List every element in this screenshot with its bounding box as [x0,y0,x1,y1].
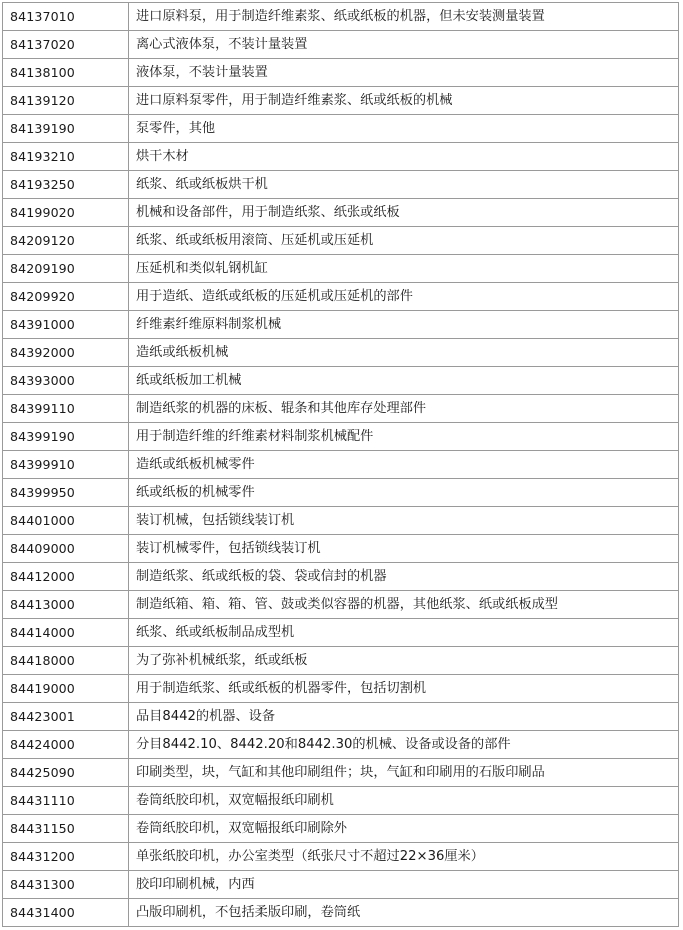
description-cell: 为了弥补机械纸浆，纸或纸板 [129,647,679,675]
hs-code-cell: 84139120 [3,87,129,115]
hs-code-cell: 84392000 [3,339,129,367]
description-cell: 品目8442的机器、设备 [129,703,679,731]
hs-code-cell: 84209190 [3,255,129,283]
hs-code-cell: 84393000 [3,367,129,395]
description-cell: 纸或纸板的机械零件 [129,479,679,507]
table-row [3,787,679,815]
hs-code-cell: 84138100 [3,59,129,87]
hs-code-cell: 84425090 [3,759,129,787]
table-row [3,87,679,115]
hs-code-cell: 84399950 [3,479,129,507]
description-cell: 装订机械零件，包括锁线装订机 [129,535,679,563]
hs-code-cell: 84418000 [3,647,129,675]
table-row [3,3,679,31]
hs-code-cell: 84431400 [3,899,129,927]
table-row [3,31,679,59]
hs-code-cell: 84139190 [3,115,129,143]
table-row [3,199,679,227]
hs-code-cell: 84193210 [3,143,129,171]
description-cell: 纸浆、纸或纸板烘干机 [129,171,679,199]
table-row [3,59,679,87]
description-cell: 烘干木材 [129,143,679,171]
table-row [3,563,679,591]
hs-code-cell: 84391000 [3,311,129,339]
description-cell: 制造纸浆、纸或纸板的袋、袋或信封的机器 [129,563,679,591]
description-cell: 造纸或纸板机械 [129,339,679,367]
description-cell: 印刷类型，块，气缸和其他印刷组件；块，气缸和印刷用的石版印刷品 [129,759,679,787]
description-cell: 胶印印刷机械，内西 [129,871,679,899]
description-cell: 纤维素纤维原料制浆机械 [129,311,679,339]
table-row [3,871,679,899]
table-row [3,703,679,731]
description-cell: 装订机械，包括锁线装订机 [129,507,679,535]
description-cell: 单张纸胶印机，办公室类型（纸张尺寸不超过22×36厘米） [129,843,679,871]
hs-code-cell: 84209120 [3,227,129,255]
table-row [3,619,679,647]
description-cell: 压延机和类似轧钢机缸 [129,255,679,283]
description-cell: 用于制造纤维的纤维素材料制浆机械配件 [129,423,679,451]
hs-code-cell: 84137010 [3,3,129,31]
hs-code-cell: 84401000 [3,507,129,535]
hs-code-cell: 84431200 [3,843,129,871]
table-row [3,815,679,843]
hs-code-cell: 84414000 [3,619,129,647]
hs-code-cell: 84399910 [3,451,129,479]
description-cell: 离心式液体泵，不装计量装置 [129,31,679,59]
table-row [3,759,679,787]
table-row [3,339,679,367]
description-cell: 液体泵，不装计量装置 [129,59,679,87]
hs-code-cell: 84399110 [3,395,129,423]
table-row [3,535,679,563]
hs-code-cell: 84409000 [3,535,129,563]
table-row [3,143,679,171]
hs-code-cell: 84431150 [3,815,129,843]
hs-code-cell: 84399190 [3,423,129,451]
description-cell: 纸浆、纸或纸板用滚筒、压延机或压延机 [129,227,679,255]
hs-code-cell: 84199020 [3,199,129,227]
table-row [3,255,679,283]
table-row [3,479,679,507]
description-cell: 造纸或纸板机械零件 [129,451,679,479]
table-row [3,171,679,199]
table-row [3,311,679,339]
table-row [3,899,679,927]
description-cell: 进口原料泵，用于制造纤维素浆、纸或纸板的机器，但未安装测量装置 [129,3,679,31]
description-cell: 纸浆、纸或纸板制品成型机 [129,619,679,647]
description-cell: 卷筒纸胶印机，双宽幅报纸印刷除外 [129,815,679,843]
hs-code-cell: 84431300 [3,871,129,899]
table-row [3,367,679,395]
description-cell: 纸或纸板加工机械 [129,367,679,395]
description-cell: 卷筒纸胶印机，双宽幅报纸印刷机 [129,787,679,815]
description-cell: 制造纸箱、箱、箱、管、鼓或类似容器的机器，其他纸浆、纸或纸板成型 [129,591,679,619]
table-row [3,843,679,871]
description-cell: 进口原料泵零件，用于制造纤维素浆、纸或纸板的机械 [129,87,679,115]
hs-code-cell: 84413000 [3,591,129,619]
hs-code-cell: 84424000 [3,731,129,759]
hs-code-cell: 84193250 [3,171,129,199]
hs-code-cell: 84423001 [3,703,129,731]
description-cell: 用于造纸、造纸或纸板的压延机或压延机的部件 [129,283,679,311]
table-row [3,227,679,255]
table-row [3,675,679,703]
table-body [3,3,679,927]
table-row [3,283,679,311]
description-cell: 用于制造纸浆、纸或纸板的机器零件，包括切割机 [129,675,679,703]
table-row [3,647,679,675]
description-cell: 机械和设备部件，用于制造纸浆、纸张或纸板 [129,199,679,227]
hs-code-cell: 84137020 [3,31,129,59]
table-row [3,395,679,423]
table-row [3,115,679,143]
hs-code-cell: 84419000 [3,675,129,703]
table-row [3,731,679,759]
table-row [3,507,679,535]
description-cell: 泵零件，其他 [129,115,679,143]
tariff-code-table [2,2,679,927]
description-cell: 凸版印刷机，不包括柔版印刷，卷筒纸 [129,899,679,927]
hs-code-cell: 84431110 [3,787,129,815]
table-row [3,423,679,451]
hs-code-cell: 84209920 [3,283,129,311]
table-row [3,451,679,479]
table-row [3,591,679,619]
description-cell: 制造纸浆的机器的床板、辊条和其他库存处理部件 [129,395,679,423]
description-cell: 分目8442.10、8442.20和8442.30的机械、设备或设备的部件 [129,731,679,759]
hs-code-cell: 84412000 [3,563,129,591]
